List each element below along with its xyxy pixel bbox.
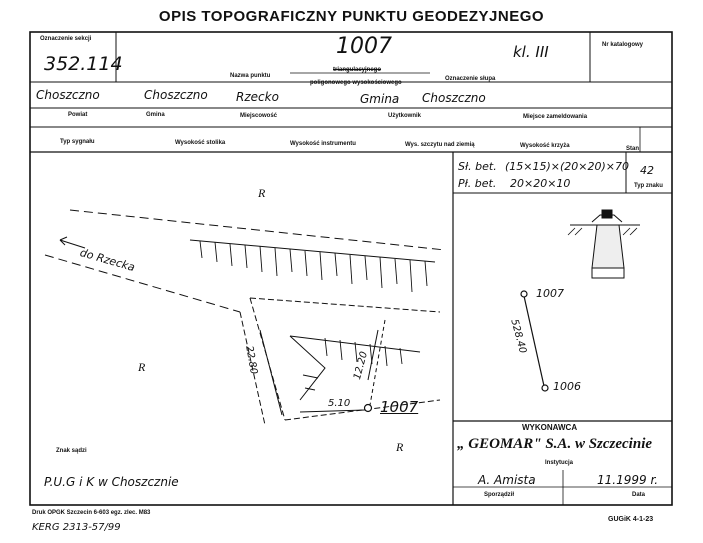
catalog-label: Nr katalogowy bbox=[602, 42, 644, 48]
label-wys-stolika: Wysokość stolika bbox=[175, 140, 226, 146]
contractor-heading: WYKONAWCA bbox=[522, 423, 578, 432]
form-code: GUGiK 4-1-23 bbox=[608, 516, 654, 523]
label-miejsce: Miejsce zameldowania bbox=[523, 114, 588, 120]
form-title: OPIS TOPOGRAFICZNY PUNKTU GEODEZYJNEGO bbox=[158, 8, 545, 25]
label-miejscowosc: Miejscowość bbox=[240, 113, 278, 119]
label-wys-krzyza: Wysokość krzyża bbox=[520, 143, 570, 149]
kerg-number: KERG 2313-57/99 bbox=[32, 522, 121, 533]
slup-label: Sł. bet. bbox=[458, 160, 497, 173]
profile-point-b: 1006 bbox=[553, 380, 581, 393]
dim-510: 5.10 bbox=[328, 398, 351, 409]
region-label-1: R bbox=[258, 186, 266, 200]
post-marking-label: Oznaczenie słupa bbox=[445, 76, 496, 82]
region-label-2: R bbox=[138, 360, 146, 374]
surveyor-label: Sporządził bbox=[484, 492, 515, 498]
label-wys-szczytu: Wys. szczytu nad ziemią bbox=[405, 142, 475, 148]
label-stan: Stan bbox=[626, 146, 640, 152]
point-number: 1007 bbox=[336, 34, 392, 59]
custodian-label: Znak sądzi bbox=[56, 448, 87, 454]
location-gmina-word: Gmina bbox=[360, 92, 400, 106]
location-powiat-value: Choszczno bbox=[36, 88, 100, 102]
surveyor-name: A. Amista bbox=[478, 473, 536, 487]
section-label: Oznaczenie sekcji bbox=[40, 36, 92, 42]
location-user-value: Choszczno bbox=[422, 91, 486, 105]
post-profile-icon bbox=[568, 210, 640, 278]
location-miejscowosc-value: Rzecko bbox=[236, 90, 279, 104]
label-uzytkownik: Użytkownik bbox=[388, 113, 422, 119]
plyta-label: Pł. bet. bbox=[458, 177, 497, 190]
dim-1220: 12.20 bbox=[352, 350, 371, 381]
point-type-struck: triangulacyjnego bbox=[333, 67, 382, 73]
class-value: kl. III bbox=[513, 43, 549, 61]
point-1007-marker bbox=[365, 405, 372, 412]
date-label: Data bbox=[632, 492, 646, 498]
region-label-3: R bbox=[396, 440, 404, 454]
plyta-value: 20×20×10 bbox=[510, 177, 571, 190]
point-name-label: Nazwa punktu bbox=[230, 73, 271, 79]
sketch-drawing bbox=[45, 210, 445, 425]
label-powiat: Powiat bbox=[68, 112, 88, 118]
contractor-company: „ GEOMAR" S.A. w Szczecinie bbox=[457, 436, 653, 452]
point-type-line2: poligonowego wysokościowego bbox=[310, 80, 402, 86]
print-note: Druk OPGK Szczecin 6-603 egz. zlec. M83 bbox=[32, 510, 151, 516]
slup-value: (15×15)×(20×20)×70 bbox=[505, 160, 630, 173]
profile-distance: 528.40 bbox=[508, 318, 529, 355]
survey-date: 11.1999 r. bbox=[597, 473, 659, 487]
location-gmina-value: Choszczno bbox=[144, 88, 208, 102]
profile-point-a: 1007 bbox=[536, 287, 564, 300]
section-value: 352.114 bbox=[44, 53, 123, 75]
label-gmina: Gmina bbox=[146, 112, 165, 118]
road-label: do Rzecka bbox=[78, 246, 137, 275]
label-wys-instrumentu: Wysokość instrumentu bbox=[290, 141, 356, 147]
custodian-value: P.U.G i K w Choszcznie bbox=[44, 475, 179, 489]
label-typ-sygnalu: Typ sygnału bbox=[60, 139, 95, 145]
institution-label: Instytucja bbox=[545, 460, 574, 466]
sketch-point-label: 1007 bbox=[380, 398, 419, 416]
type-label: Typ znaku bbox=[634, 183, 663, 189]
dim-2280: 22.80 bbox=[243, 345, 259, 376]
type-code: 42 bbox=[640, 164, 654, 177]
